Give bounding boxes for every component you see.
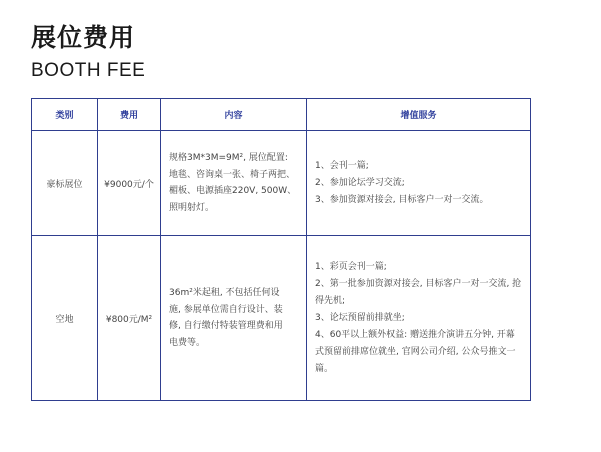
content-line: 地毯、咨询桌一张、椅子两把、 — [169, 169, 296, 180]
table-header-row — [32, 99, 531, 131]
booth-fee-table — [31, 98, 531, 401]
column-header-fee: 费用 — [98, 99, 161, 131]
content-line: 36m²米起租, 不包括任何设 — [169, 288, 280, 298]
column-header-content: 内容 — [161, 99, 307, 131]
column-header-services: 增值服务 — [307, 99, 531, 131]
content-line: 施, 参展单位需自行设计、装 — [169, 304, 283, 315]
category-cell: 空地 — [32, 236, 98, 401]
category-cell: 豪标展位 — [32, 131, 98, 236]
column-header-category: 类别 — [32, 99, 98, 131]
content-line: 规格3M*3M=9M², 展位配置: — [169, 153, 288, 163]
service-item: 4、60平以上额外权益: 赠送推介演讲五分钟, 开幕式预留前排席位就坐, 官网公司介绍, 公众号推文一篇。 — [315, 329, 516, 374]
page-subtitle: BOOTH FEE — [31, 60, 146, 81]
service-item: 1、彩页会刊一篇; — [315, 261, 387, 272]
table-row — [32, 236, 531, 401]
service-item: 2、参加论坛学习交流; — [315, 177, 405, 188]
content-cell — [161, 236, 307, 401]
content-cell — [161, 131, 307, 236]
services-cell — [307, 131, 531, 236]
service-item: 2、第一批参加资源对接会, 目标客户一对一交流, 抢得先机; — [315, 278, 522, 306]
service-item: 1、会刊一篇; — [315, 160, 369, 171]
fee-cell: ¥800元/M² — [98, 236, 161, 401]
service-item: 3、参加资源对接会, 目标客户一对一交流。 — [315, 194, 489, 205]
content-line: 照明射灯。 — [169, 202, 215, 213]
table-row — [32, 131, 531, 236]
content-line: 电费等。 — [169, 337, 206, 348]
services-cell — [307, 236, 531, 401]
content-line: 修, 自行缴付特装管理费和用 — [169, 321, 283, 331]
service-item: 3、论坛预留前排就坐; — [315, 312, 405, 323]
content-line: 楣板、电源插座220V, 500W、 — [169, 186, 297, 196]
fee-cell: ¥9000元/个 — [98, 131, 161, 236]
page-title: 展位费用 — [31, 23, 136, 52]
